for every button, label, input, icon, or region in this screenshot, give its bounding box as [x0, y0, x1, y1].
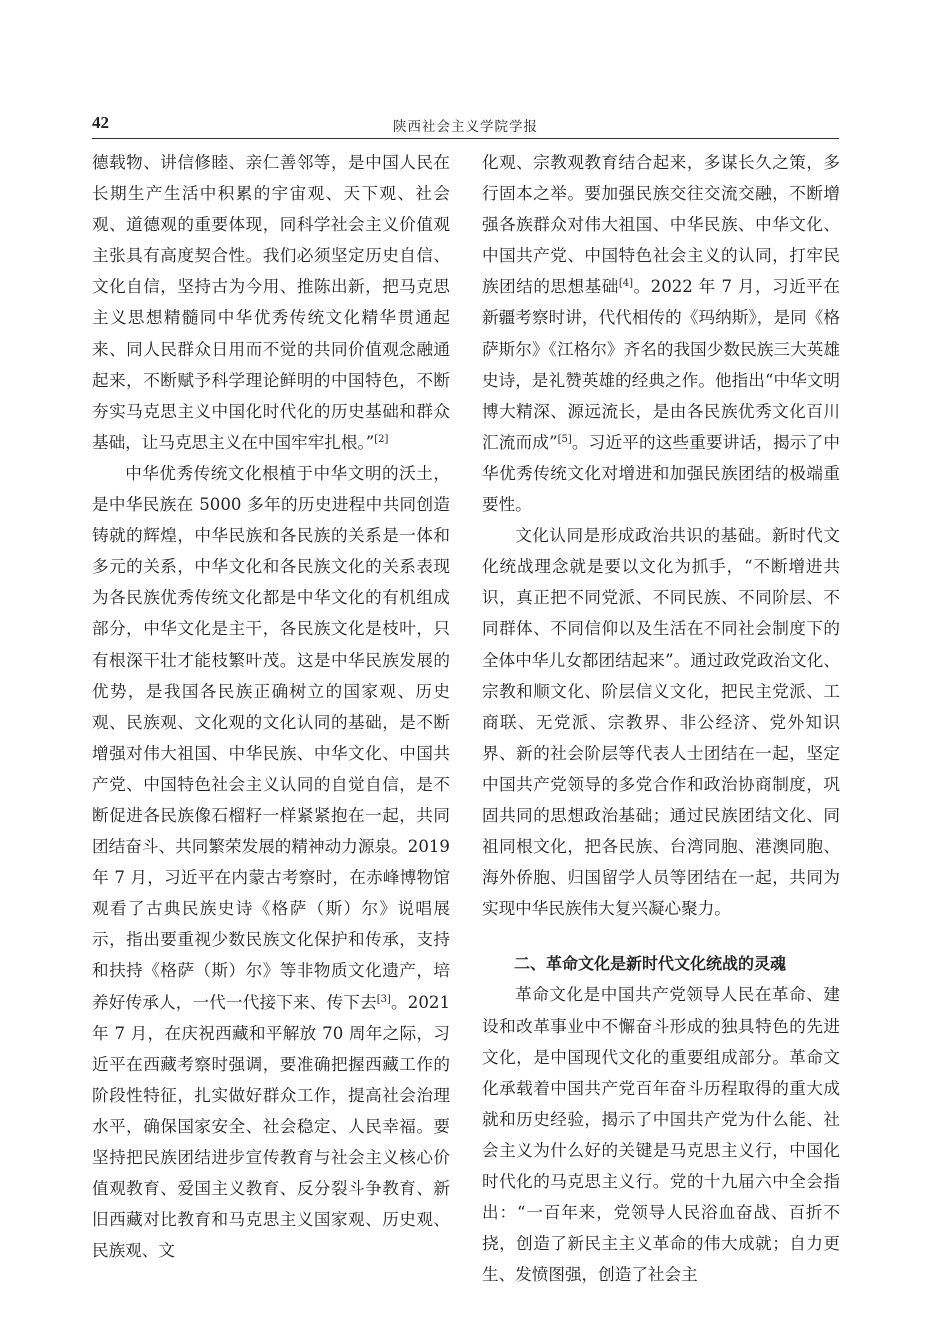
page-number: 42 [92, 113, 109, 132]
citation: [5] [557, 433, 572, 445]
header-rule [92, 138, 839, 139]
journal-title: 陕西社会主义学院学报 [393, 119, 538, 135]
left-column [92, 147, 450, 1266]
paragraph: 革命文化是中国共产党领导人民在革命、建设和改革事业中不懈奋斗形成的独具特色的先进文化，是中国现代文化的重要组成部分。革命文化承载着中国共产党百年奋斗历程取得的重大成就和历史经验，揭示了中国共产党为什么能、社会主义为什么好的关键是马克思主义行，中国化时代化的马克思主义行。党的十九届六中全会指出：“一百年来，党领导人民浴血奋战、百折不挠，创造了新民主主义革命的伟大成就；自力更生、发愤图强，创造了社会主 [482, 985, 840, 1285]
paragraph: 德载物、讲信修睦、亲仁善邻等，是中国人民在长期生产生活中积累的宇宙观、天下观、社会观、道德观的重要体现，同科学社会主义价值观主张具有高度契合性。我们必须坚定历史自信、文化自信，坚持古为今用、推陈出新，把马克思主义思想精髓同中华优秀传统文化精华贯通起来、同人民群众日用而不觉的共同价值观念融通起来，不断赋予科学理论鲜明的中国特色，不断夯实马克思主义中国化时代化的历史基础和群众基础，让马克思主义在中国牢牢扎根。”[2] [92, 153, 450, 452]
section-heading: 二、革命文化是新时代文化统战的灵魂 [514, 954, 787, 974]
citation: [2] [374, 433, 389, 445]
citation: [4] [618, 278, 634, 290]
paragraph: 中华优秀传统文化根植于中华文明的沃土，是中华民族在 5000 多年的历史进程中共同创造铸就的辉煌，中华民族和各民族的关系是一体和多元的关系，中华文化和各民族文化的关系表现为各民族优秀传统文化都是中华文化的有机组成部分，中华文化是主干，各民族文化是枝叶，只有根深干壮才能枝繁叶茂。这是中华民族发展的优势，是我国各民族正确树立的国家观、历史观、民族观、文化观的文化认同的基础，是不断增强对伟大祖国、中华民族、中华文化、中国共产党、中国特色社会主义认同的自觉自信，是不断促进各民族像石榴籽一样紧紧抱在一起，共同团结奋斗、共同繁荣发展的精神动力源泉。2019 年 7 月，习近平在内蒙古考察时，在赤峰博物馆观看了古典民族史诗《格萨（斯）尔》说唱展示，指出要重视少数民族文化保护和传承，支持和扶持《格萨（斯）尔》等非物质文化遗产，培养好传承人，一代一代接下来、传下去[3]。2021 年 7 月，在庆祝西藏和平解放 70 周年之际，习近平在西藏考察时强调，要准确把握西藏工作的阶段性特征，扎实做好群众工作，提高社会治理水平，确保国家安全、社会稳定、人民幸福。要坚持把民族团结进步宣传教育与社会主义核心价值观教育、爱国主义教育、反分裂斗争教育、新旧西藏对比教育和马克思主义国家观、历史观、民族观、文 [92, 463, 451, 1261]
citation: [3] [376, 993, 391, 1005]
page-header [92, 113, 839, 135]
right-column [482, 147, 840, 1290]
paragraph: 化观、宗教观教育结合起来，多谋长久之策，多行固本之举。要加强民族交往交流交融，不断增强各族群众对伟大祖国、中华民族、中华文化、中国共产党、中国特色社会主义的认同，打牢民族团结的思想基础[4]。2022 年 7 月，习近平在新疆考察时讲，代代相传的《玛纳斯》，是同《格萨斯尔》《江格尔》齐名的我国少数民族三大英雄史诗，是礼赞英雄的经典之作。他指出“中华文明博大精深、源远流长，是由各民族优秀文化百川汇流而成”[5]。习近平的这些重要讲话，揭示了中华优秀传统文化对增进和加强民族团结的极端重要性。 [482, 153, 841, 515]
paragraph: 文化认同是形成政治共识的基础。新时代文化统战理念就是要以文化为抓手，“不断增进共识，真正把不同党派、不同民族、不同阶层、不同群体、不同信仰以及生活在不同社会制度下的全体中华儿女都团结起来”。通过政党政治文化、宗教和顺文化、阶层信义文化，把民主党派、工商联、无党派、宗教界、非公经济、党外知识界、新的社会阶层等代表人士团结在一起，坚定中国共产党领导的多党合作和政治协商制度，巩固共同的思想政治基础；通过民族团结文化、同祖同根文化，把各民族、台湾同胞、港澳同胞、海外侨胞、归国留学人员等团结在一起，共同为实现中华民族伟大复兴凝心聚力。 [482, 526, 840, 919]
section-spacer [482, 924, 840, 948]
